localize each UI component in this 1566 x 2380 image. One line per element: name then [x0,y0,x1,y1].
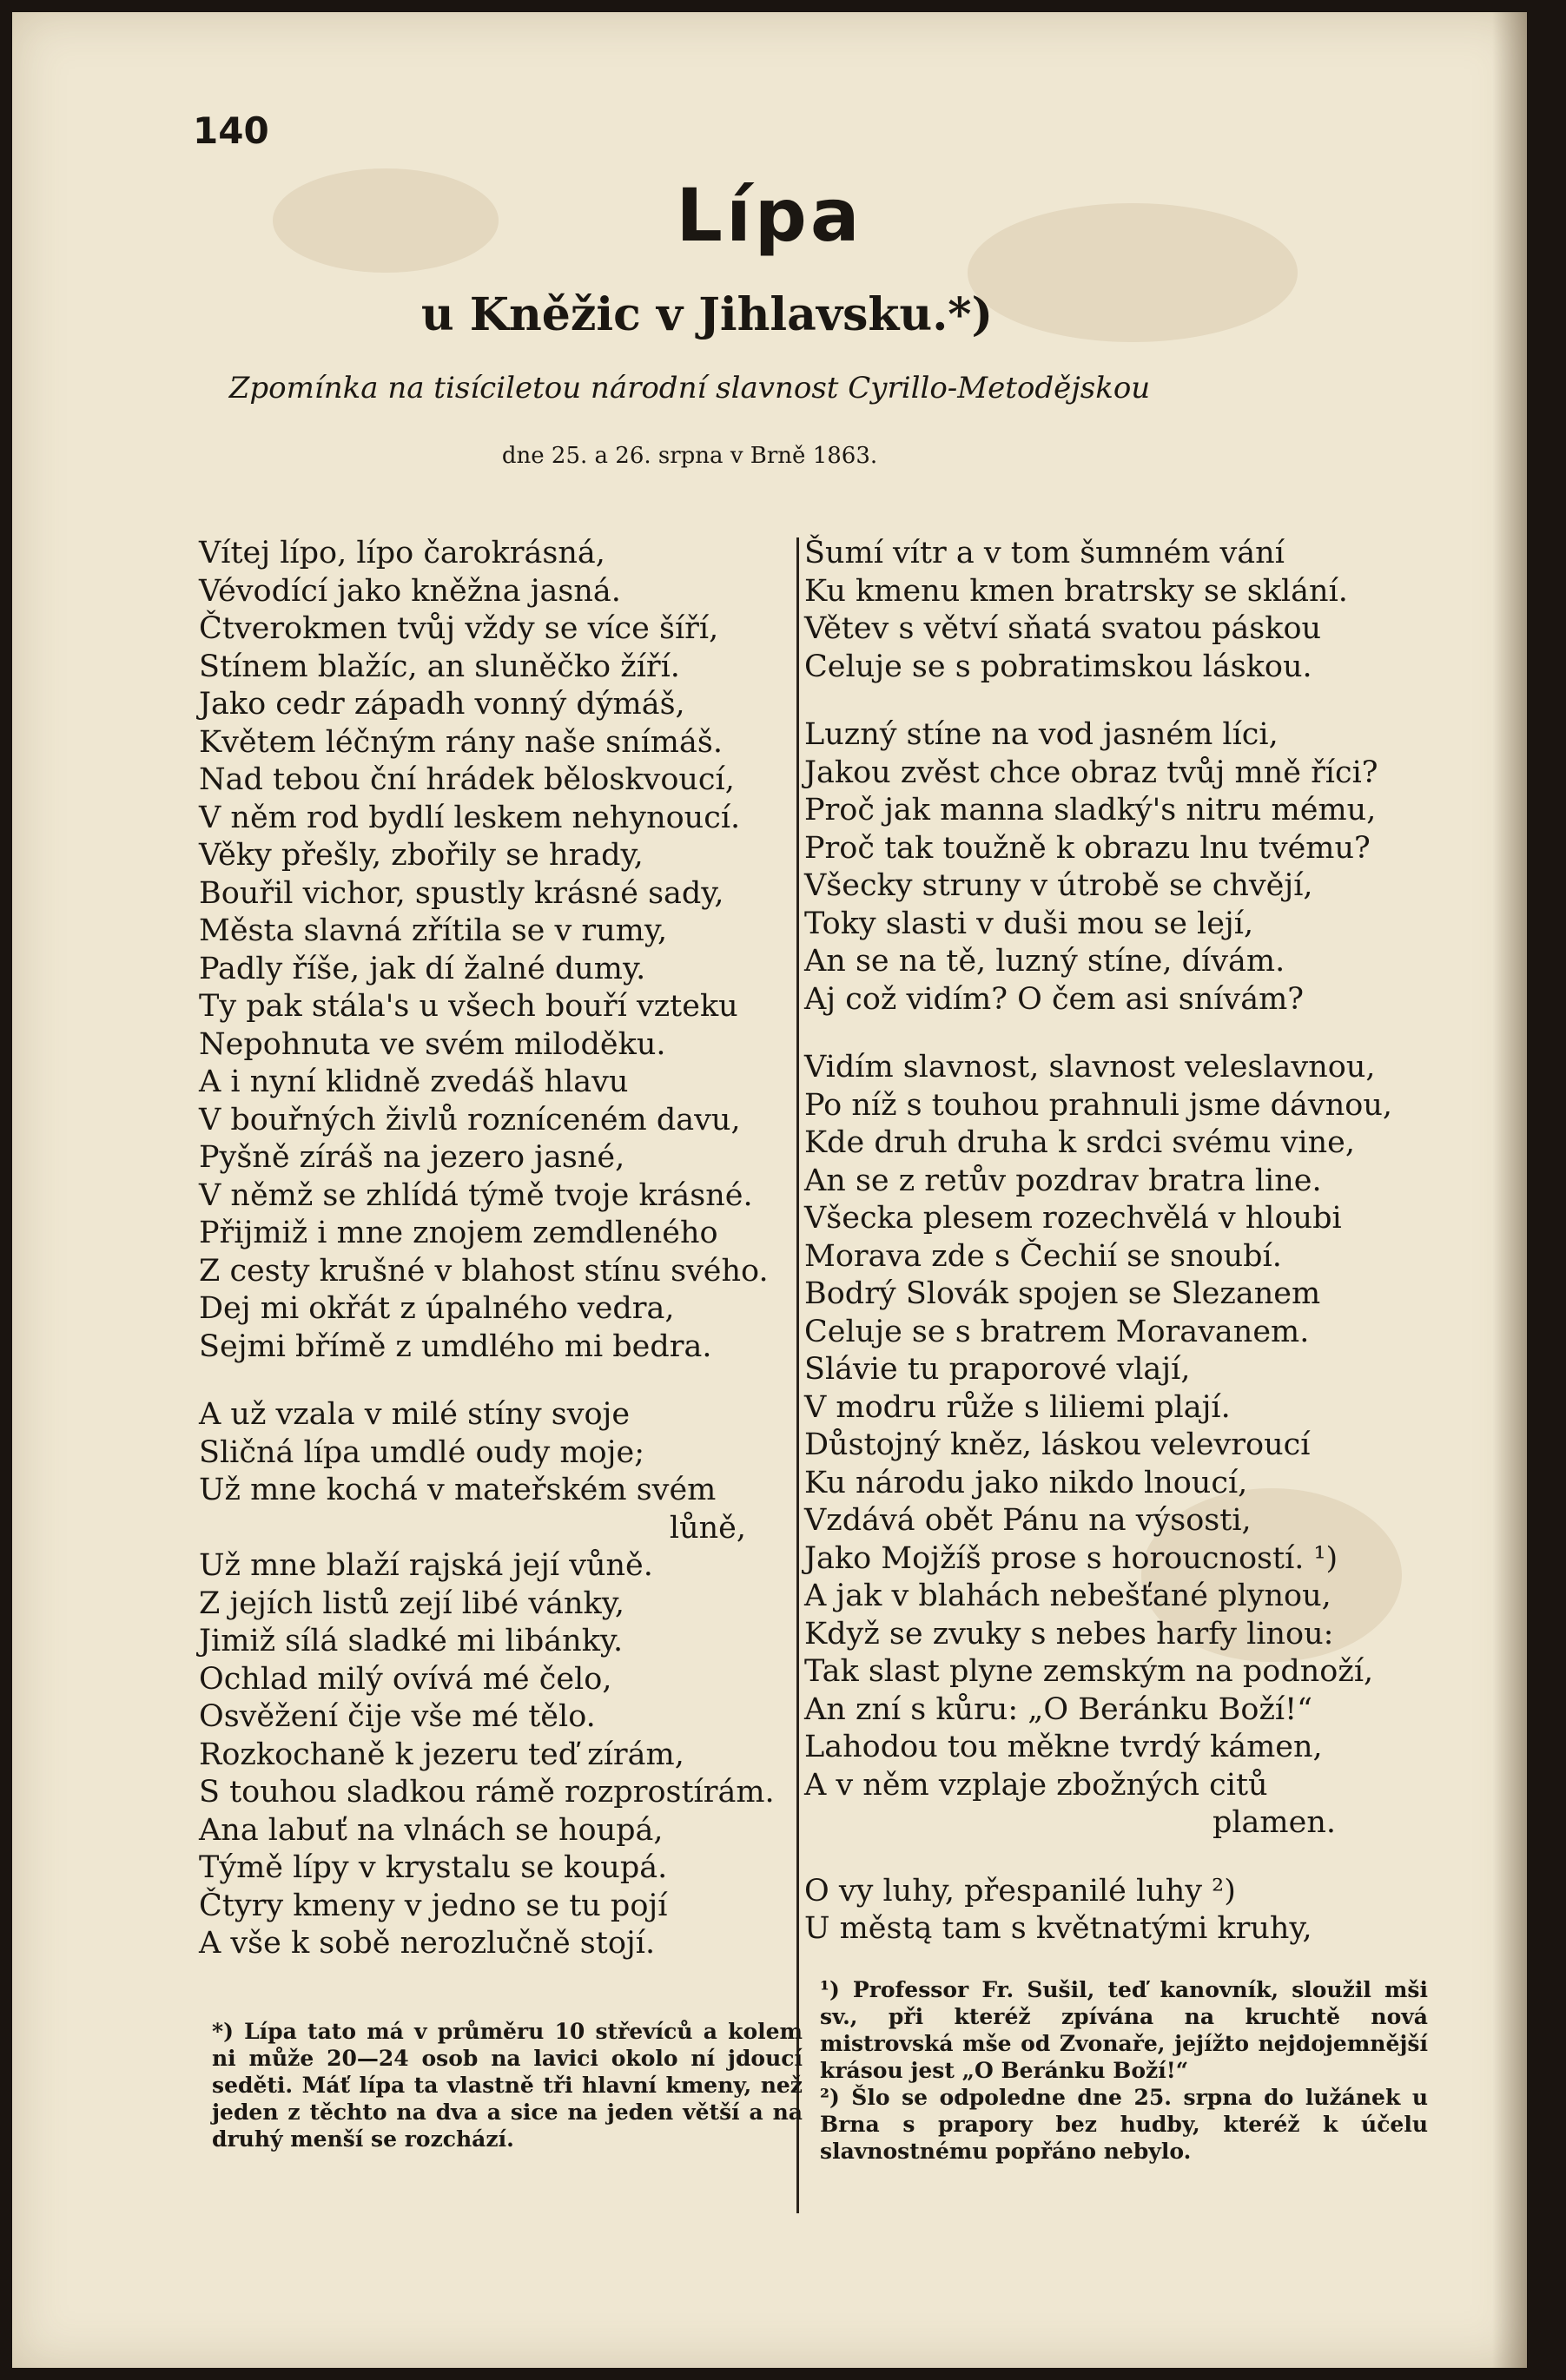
verse-line: V bouřných živlů rozníceném davu, [199,1102,741,1137]
verse-line: Vidím slavnost, slavnost veleslavnou, [804,1050,1376,1085]
verse-line: Osvěžení čije vše mé tělo. [199,1699,596,1734]
verse-line: Pyšně zíráš na jezero jasné, [199,1140,625,1175]
verse-line: A jak v blahách nebešťané plynou, [804,1579,1331,1613]
verse-line: Šumí vítr a v tom šumném vání [804,536,1285,570]
verse-line: An zní s kůru: „O Beránku Boží!“ [804,1691,1313,1727]
verse-line: Stínem blažíc, an sluněčko žíří. [199,649,680,684]
verse-line: An se z retův pozdrav bratra line. [804,1163,1322,1198]
verse-line: Aj což vidím? O čem asi snívám? [804,981,1305,1017]
verse-line: Nepohnuta ve svém miloděku. [199,1026,666,1062]
verse-line: S touhou sladkou rámě rozprostírám. [199,1775,775,1810]
verse-line: Týmě lípy v krystalu se koupá. [199,1850,668,1885]
date-line: dne 25. a 26. srpna v Brně 1863. [501,443,878,469]
verse-line: Už mne blaží rajská její vůně. [199,1548,653,1583]
verse-line: A i nyní klidně zvedáš hlavu [199,1065,629,1099]
verse-line: Nad tebou ční hrádek běloskvoucí, [199,762,735,797]
verse-line: Morava zde s Čechií se snoubí. [804,1238,1282,1274]
column-divider [796,537,799,2213]
book-spine-shadow [1492,12,1527,2368]
verse-line: Všecka plesem rozechvělá v hloubi [804,1201,1342,1236]
verse-line: Už mne kochá v mateřském svém [199,1473,717,1507]
verse-line: Dej mi okřát z úpalného vedra, [199,1291,675,1326]
verse-line: A vše k sobě nerozlučně stojí. [199,1926,656,1961]
verse-line: O vy luhy, přespanilé luhy ²) [804,1873,1236,1909]
verse-line: V něm rod bydlí leskem nehynoucí. [199,800,741,835]
book-page [12,12,1527,2368]
verse-line: Jako cedr západh vonný dýmáš, [199,687,685,722]
verse-line: Přijmiž i mne znojem zemdleného [199,1216,718,1250]
footnote-left [212,2018,803,2153]
verse-line: A v něm vzplaje zbožných citů [804,1767,1268,1803]
verse-line: Čtverokmen tvůj vždy se více šíří, [199,611,719,646]
verse-line: Padly říše, jak dí žalné dumy. [199,951,646,986]
verse-line: Bodrý Slovák spojen se Slezanem [804,1276,1321,1311]
verse-line: Kde druh druha k srdci svému vine, [804,1125,1355,1160]
dedication-line: Zpomínka na tisíciletou národní slavnost Cyrillo-Metodějskou [228,371,1151,405]
verse-line: Proč jak manna sladký's nitru mému, [804,793,1377,827]
verse-line-continuation: plamen. [1212,1805,1336,1840]
verse-line: Bouřil vichor, spustly krásné sady, [199,875,724,911]
verse-line: V němž se zhlídá týmě tvoje krásné. [199,1177,753,1213]
right-column [804,535,1431,1948]
verse-line: Rozkochaně k jezeru teď zírám, [199,1737,684,1772]
verse-line: Ty pak stála's u všech bouří vzteku [199,989,738,1024]
verse-line: Z cesty krušné v blahost stínu svého. [199,1253,769,1289]
verse-line: Všecky struny v útrobě se chvějí, [804,868,1313,903]
verse-line: U městą tam s květnatými kruhy, [804,1911,1312,1946]
verse-line: Věky přešly, zbořily se hrady, [199,838,644,873]
verse-line: Vévodící jako kněžna jasná. [199,573,621,609]
verse-line: Tak slast plyne zemským na podnoží, [804,1654,1374,1689]
verse-line: Důstojný kněz, láskou velevroucí [804,1427,1311,1462]
verse-line: Ku kmenu kmen bratrsky se sklání. [804,573,1348,609]
verse-line: Sličná lípa umdlé oudy moje; [199,1434,644,1470]
verse-line: Slávie tu praporové vlají, [804,1352,1191,1387]
verse-line: Ochlad milý ovívá mé čelo, [199,1661,612,1697]
verse-line: Vítej lípo, lípo čarokrásná, [199,536,605,570]
verse-line: Lahodou tou měkne tvrdý kámen, [804,1730,1323,1764]
verse-line: Když se zvuky s nebes harfy linou: [804,1616,1334,1651]
footnote-text: *) Lípa tato má v průměru 10 střevíců a kolem ni může 20—24 osob na lavici okolo ní jdoucí seděti. Máť lípa ta vlastně tři hlavní kmeny, než jeden z těchto na dva a sice na jeden větší a na druhý menší se rozchází. [212,2019,803,2152]
verse-line: Celuje se s bratrem Moravanem. [804,1314,1310,1349]
page-number: 140 [193,109,269,152]
verse-line: Toky slasti v duši mou se lejí, [804,906,1254,941]
verse-line: Města slavná zřítila se v rumy, [199,913,668,948]
verse-line: Sejmi břímě z umdlého mi bedra. [199,1328,712,1364]
footnote-right [820,1976,1428,2165]
verse-line: Čtyry kmeny v jedno se tu pojí [199,1888,668,1923]
verse-line: Větev s větví sňatá svatou páskou [804,611,1322,646]
verse-line: Vzdává obět Pánu na výsosti, [804,1503,1252,1538]
verse-line: Po níž s touhou prahnuli jsme dávnou, [804,1087,1392,1123]
verse-line: Ana labuť na vlnách se houpá, [199,1812,664,1848]
poem-title: Lípa [676,173,863,258]
verse-line: An se na tě, luzný stíne, dívám. [804,944,1285,979]
poem-subtitle: u Kněžic v Jihlavsku.*) [420,288,994,341]
verse-line: Ku národu jako nikdo lnoucí, [804,1465,1248,1500]
verse-line-continuation: lůně, [669,1510,746,1546]
verse-line: Luzný stíne na vod jasném líci, [804,717,1279,752]
verse-line: Jako Mojžíš prose s horoucností. ¹) [804,1540,1338,1576]
footnote-text: ¹) Professor Fr. Sušil, teď kanovník, sloužil mši sv., při kteréž zpívána na kruchtě nová mistrovská mše od Zvonaře, jejížto nejdojemnější krásou jest „O Beránku Boží!“ [820,1977,1428,2083]
verse-line: A už vzala v milé stíny svoje [199,1397,631,1432]
verse-line: Z jejích listů zejí libé vánky, [199,1586,624,1621]
verse-line: Jimiž sílá sladké mi libánky. [199,1624,624,1658]
verse-line: Proč tak toužně k obrazu lnu tvému? [804,830,1371,866]
verse-line: Celuje se s pobratimskou láskou. [804,649,1312,684]
verse-line: Jakou zvěst chce obraz tvůj mně říci? [804,755,1378,790]
left-column [199,535,807,1963]
footnote-text: ²) Šlo se odpoledne dne 25. srpna do lužánek u Brna s prapory bez hudby, kteréž k účelu slavnostnému popřáno nebylo. [820,2085,1428,2164]
verse-line: V modru růže s liliemi plají. [804,1389,1231,1425]
verse-line: Květem léčným rány naše snímáš. [199,724,723,760]
